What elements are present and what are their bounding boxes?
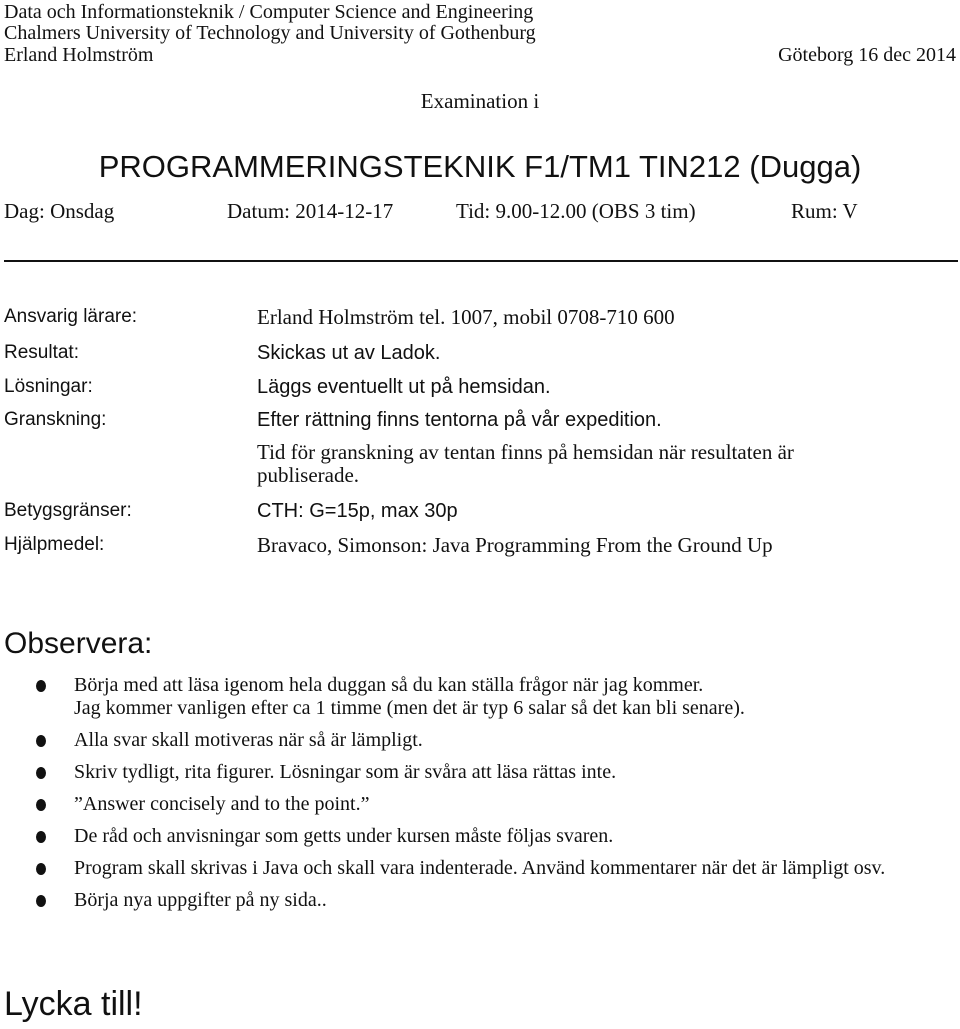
bullet-icon — [36, 831, 46, 843]
author-line: Erland Holmström — [4, 44, 154, 66]
exam-date: Datum: 2014-12-17 — [227, 199, 394, 223]
solutions-value: Läggs eventuellt ut på hemsidan. — [257, 376, 551, 398]
bullet-icon — [36, 767, 46, 779]
note-text: Alla svar skall motiveras när så är lämpligt. — [74, 729, 423, 751]
note-text: Program skall skrivas i Java och skall vara indenterade. Använd kommentarer när det är lämpligt osv. — [74, 857, 886, 879]
place-date: Göteborg 16 dec 2014 — [778, 44, 956, 66]
list-item — [36, 857, 936, 880]
list-item — [36, 889, 936, 912]
list-item — [36, 697, 936, 720]
note-text: Skriv tydligt, rita figurer. Lösningar som är svåra att läsa rättas inte. — [74, 761, 617, 783]
review-value-2: Tid för granskning av tentan finns på hemsidan när resultaten är publiserade. — [257, 440, 794, 487]
notes-list — [36, 674, 936, 921]
examination-of: Examination i — [420, 89, 540, 113]
list-item — [36, 761, 936, 784]
note-text: ”Answer concisely and to the point.” — [74, 793, 370, 815]
results-value: Skickas ut av Ladok. — [257, 342, 441, 364]
bullet-icon — [36, 735, 46, 747]
grades-value: CTH: G=15p, max 30p — [257, 500, 458, 522]
department-line: Data och Informationsteknik / Computer Science and Engineering — [4, 1, 534, 23]
divider — [4, 260, 958, 262]
note-text: Jag kommer vanligen efter ca 1 timme (men det är typ 6 salar så det kan bli senare). — [74, 697, 745, 719]
review-label: Granskning: — [4, 409, 107, 430]
note-text: Börja med att läsa igenom hela duggan så du kan ställa frågor när jag kommer. — [74, 674, 704, 696]
solutions-label: Lösningar: — [4, 376, 93, 397]
note-text: Börja nya uppgifter på ny sida.. — [74, 889, 327, 911]
bullet-icon — [36, 680, 46, 692]
responsible-label: Ansvarig lärare: — [4, 306, 138, 327]
closing-wish: Lycka till! — [4, 985, 143, 1023]
note-text: De råd och anvisningar som getts under kursen måste följas svaren. — [74, 825, 614, 847]
exam-day: Dag: Onsdag — [4, 199, 115, 223]
list-item — [36, 793, 936, 816]
list-item — [36, 825, 936, 848]
grades-label: Betygsgränser: — [4, 500, 132, 521]
responsible-value: Erland Holmström tel. 1007, mobil 0708-710 600 — [257, 305, 675, 329]
exam-room: Rum: V — [791, 199, 858, 223]
bullet-icon — [36, 799, 46, 811]
review-value-1: Efter rättning finns tentorna på vår expedition. — [257, 409, 662, 431]
list-item — [36, 674, 936, 697]
exam-time: Tid: 9.00-12.00 (OBS 3 tim) — [456, 199, 696, 223]
results-label: Resultat: — [4, 342, 79, 363]
aids-label: Hjälpmedel: — [4, 534, 105, 555]
bullet-icon — [36, 863, 46, 875]
university-line: Chalmers University of Technology and University of Gothenburg — [4, 22, 536, 44]
bullet-icon — [36, 895, 46, 907]
list-item — [36, 729, 936, 752]
course-title: PROGRAMMERINGSTEKNIK F1/TM1 TIN212 (Dugga) — [98, 149, 862, 184]
notes-heading: Observera: — [4, 627, 153, 660]
aids-value: Bravaco, Simonson: Java Programming From the Ground Up — [257, 533, 773, 557]
